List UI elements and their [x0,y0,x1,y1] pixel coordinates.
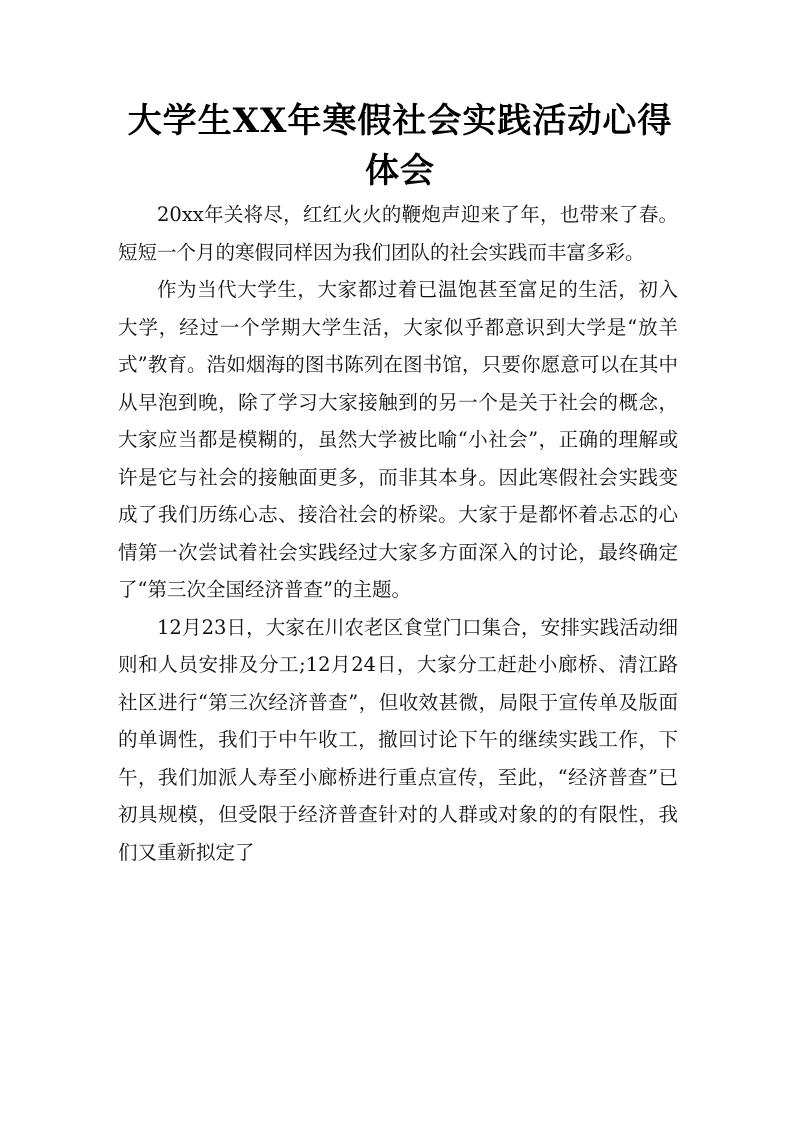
paragraph-1: 20xx年关将尽，红红火火的鞭炮声迎来了年，也带来了春。短短一个月的寒假同样因为我们团队的社会实践而丰富多彩。 [118,203,678,264]
paragraph-3: 12月23日，大家在川农老区食堂门口集合，安排实践活动细则和人员安排及分工;12月24日，大家分工赶赴小廊桥、清江路社区进行“第三次经济普查”，但收效甚微，局限于宣传单及版面的单调性，我们于中午收工，撤回讨论下午的继续实践工作，下午，我们加派人寿至小廊桥进行重点宣传，至此，“经济普查”已初具规模，但受限于经济普查针对的人群或对象的的有限性，我们又重新拟定了 [118,615,678,864]
document-title: 大学生XX年寒假社会实践活动心得体会 [127,101,673,191]
document-body [118,196,678,871]
paragraph-2: 作为当代大学生，大家都过着已温饱甚至富足的生活，初入大学，经过一个学期大学生活，大家似乎都意识到大学是“放羊式”教育。浩如烟海的图书陈列在图书馆，只要你愿意可以在其中从早泡到晚，除了学习大家接触到的另一个是关于社会的概念，大家应当都是模糊的，虽然大学被比喻“小社会”，正确的理解或许是它与社会的接触面更多，而非其本身。因此寒假社会实践变成了我们历练心志、接洽社会的桥梁。大家于是都怀着忐忑的心情第一次尝试着社会实践经过大家多方面深入的讨论，最终确定了“第三次全国经济普查”的主题。 [118,278,678,601]
